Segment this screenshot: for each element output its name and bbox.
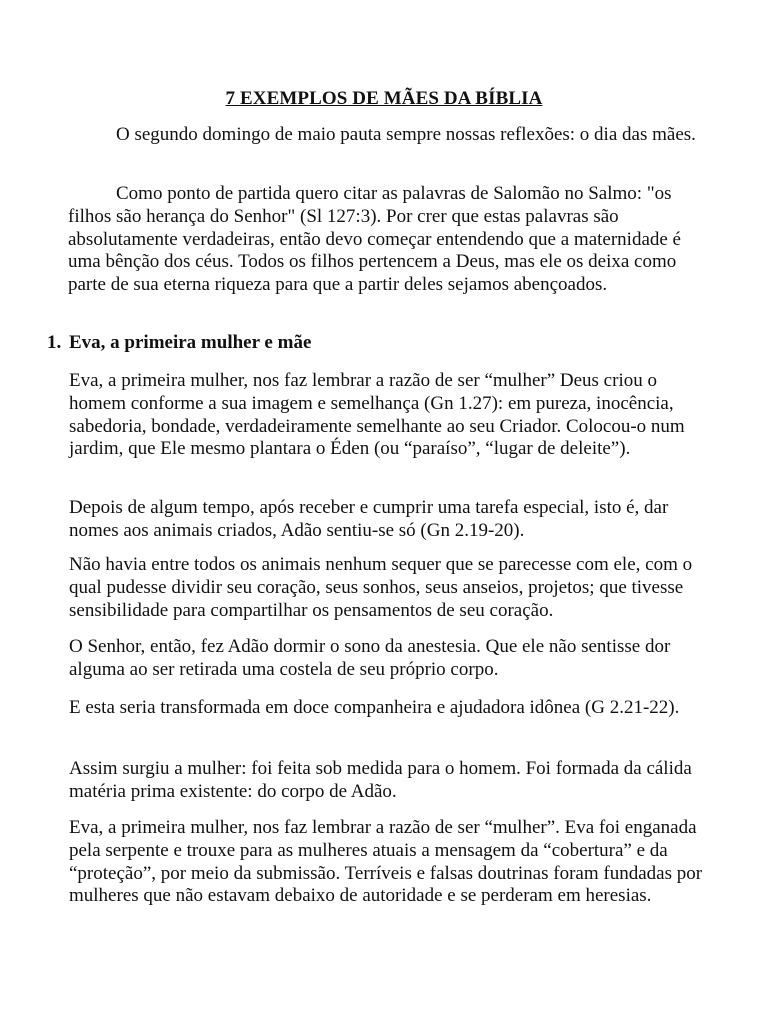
section-heading	[47, 332, 311, 354]
section-number: 1.	[47, 332, 62, 353]
section-paragraph-1: Eva, a primeira mulher, nos faz lembrar a razão de ser “mulher” Deus criou o homem conforme a sua imagem e semelhança (Gn 1.27): em pureza, inocência, sabedoria, bondade, verdadeiramente semelhante ao seu Criador. Colocou-o num jardim, que Ele mesmo plantara o Éden (ou “paraíso”, “lugar de deleite”).	[69, 370, 685, 460]
page-title: 7 EXEMPLOS DE MÃES DA BÍBLIA	[225, 88, 543, 109]
section-paragraph-2: Depois de algum tempo, após receber e cumprir uma tarefa especial, isto é, dar nomes aos animais criados, Adão sentiu-se só (Gn 2.19-20).	[69, 497, 669, 541]
section-paragraph-4: O Senhor, então, fez Adão dormir o sono da anestesia. Que ele não sentisse dor alguma ao ser retirada uma costela de seu próprio corpo.	[69, 636, 671, 680]
section-heading-text: Eva, a primeira mulher e mãe	[69, 332, 312, 353]
intro-paragraph-1: O segundo domingo de maio pauta sempre nossas reflexões: o dia das mães.	[116, 124, 696, 145]
section-paragraph-5: E esta seria transformada em doce companheira e ajudadora idônea (G 2.21-22).	[69, 697, 680, 718]
intro-paragraph-2: Como ponto de partida quero citar as palavras de Salomão no Salmo: "os filhos são herança do Senhor" (Sl 127:3). Por crer que estas palavras são absolutamente verdadeiras, então devo começar entendendo que a maternidade é uma bênção dos céus. Todos os filhos pertencem a Deus, mas ele os deixa como parte de sua eterna riqueza para que a partir deles sejamos abençoados.	[68, 183, 681, 296]
section-paragraph-6: Assim surgiu a mulher: foi feita sob medida para o homem. Foi formada da cálida matéria prima existente: do corpo de Adão.	[69, 758, 692, 802]
section-paragraph-7: Eva, a primeira mulher, nos faz lembrar a razão de ser “mulher”. Eva foi enganada pela serpente e trouxe para as mulheres atuais a mensagem da “cobertura” e da “proteção”, por meio da submissão. Terríveis e falsas doutrinas foram fundadas por mulheres que não estavam debaixo de autoridade e se perderam em heresias.	[69, 817, 703, 907]
section-paragraph-3: Não havia entre todos os animais nenhum sequer que se parecesse com ele, com o qual pudesse dividir seu coração, seus sonhos, seus anseios, projetos; que tivesse sensibilidade para compartilhar os pensamentos de seu coração.	[69, 554, 693, 621]
